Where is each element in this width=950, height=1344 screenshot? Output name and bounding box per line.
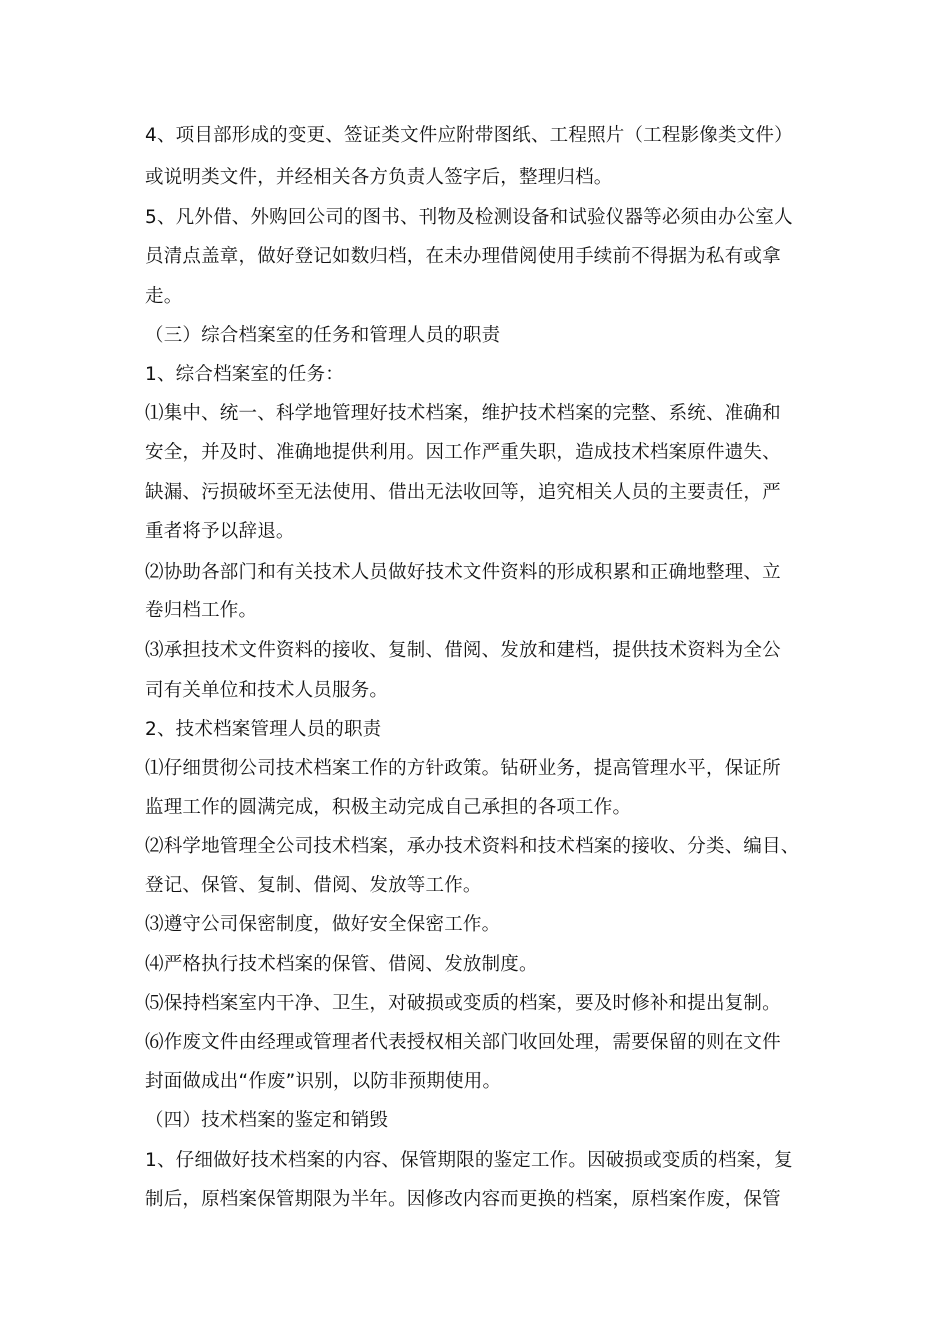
paragraph-line: 员清点盖章，做好登记如数归档，在未办理借阅使用手续前不得据为私有或拿 [145,246,781,267]
paragraph-line: 司有关单位和技术人员服务。 [145,680,389,701]
paragraph-line: ⑶承担技术文件资料的接收、复制、借阅、发放和建档，提供技术资料为全公 [145,640,781,661]
paragraph-line: 或说明类文件，并经相关各方负责人签字后，整理归档。 [145,167,613,188]
paragraph-line: 5、凡外借、外购回公司的图书、刊物及检测设备和试验仪器等必须由办公室人 [145,207,793,228]
paragraph-line: 缺漏、污损破坏至无法使用、借出无法收回等，追究相关人员的主要责任，严 [145,482,781,503]
paragraph-line: 安全，并及时、准确地提供利用。因工作严重失职，造成技术档案原件遗失、 [145,442,781,463]
subsection-heading: 1、综合档案室的任务： [145,364,344,385]
paragraph-line: ⑴集中、统一、科学地管理好技术档案，维护技术档案的完整、系统、准确和 [145,403,781,424]
paragraph-line: ⑶遵守公司保密制度，做好安全保密工作。 [145,914,501,935]
paragraph-line: ⑷严格执行技术档案的保管、借阅、发放制度。 [145,954,538,975]
paragraph-line: 封面做成出“作废”识别，以防非预期使用。 [145,1071,502,1092]
paragraph-line: 卷归档工作。 [145,600,258,621]
paragraph-line: 1、仔细做好技术档案的内容、保管期限的鉴定工作。因破损或变质的档案，复 [145,1150,793,1171]
paragraph-line: ⑹作废文件由经理或管理者代表授权相关部门收回处理，需要保留的则在文件 [145,1032,781,1053]
paragraph-line: ⑵科学地管理全公司技术档案，承办技术资料和技术档案的接收、分类、编目、 [145,836,800,857]
paragraph-line: ⑴仔细贯彻公司技术档案工作的方针政策。钻研业务，提高管理水平，保证所 [145,758,781,779]
paragraph-line: 制后，原档案保管期限为半年。因修改内容而更换的档案，原档案作废，保管 [145,1189,781,1210]
paragraph-line: 登记、保管、复制、借阅、发放等工作。 [145,875,482,896]
section-heading: （三）综合档案室的任务和管理人员的职责 [145,325,501,346]
paragraph-line: 走。 [145,286,183,307]
subsection-heading: 2、技术档案管理人员的职责 [145,719,382,740]
section-heading: （四）技术档案的鉴定和销毁 [145,1110,389,1131]
paragraph-line: 4、项目部形成的变更、签证类文件应附带图纸、工程照片（工程影像类文件） [145,125,793,146]
paragraph-line: ⑵协助各部门和有关技术人员做好技术文件资料的形成积累和正确地整理、立 [145,562,781,583]
paragraph-line: ⑸保持档案室内干净、卫生，对破损或变质的档案，要及时修补和提出复制。 [145,993,781,1014]
paragraph-line: 监理工作的圆满完成，积极主动完成自己承担的各项工作。 [145,797,632,818]
paragraph-line: 重者将予以辞退。 [145,521,295,542]
